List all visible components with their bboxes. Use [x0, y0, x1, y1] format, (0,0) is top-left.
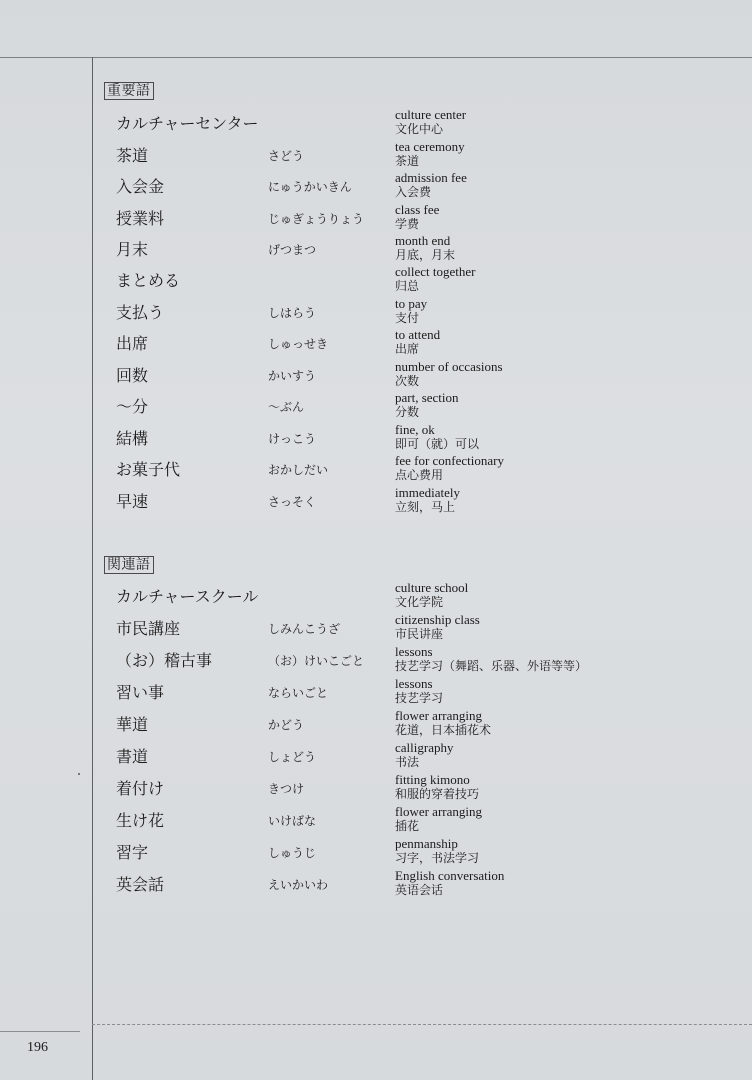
- page-number-rule: [0, 1031, 80, 1032]
- vocab-english: part, section: [395, 390, 459, 405]
- vocab-entry: [0, 202, 752, 241]
- vocab-english: penmanship: [395, 836, 458, 851]
- vocab-term: 生け花: [116, 811, 165, 830]
- vocab-reading: にゅうかいきん: [268, 180, 352, 194]
- vocab-reading: さっそく: [268, 495, 317, 509]
- vocab-entry: [0, 233, 752, 272]
- vocab-term: 〜分: [116, 397, 149, 416]
- vocab-english: culture center: [395, 107, 467, 122]
- vocab-entry: [0, 740, 752, 779]
- vocab-term: （お）稽古事: [116, 651, 213, 670]
- vocab-english: culture school: [395, 580, 469, 595]
- vocab-english: fee for confectionary: [395, 453, 504, 468]
- vocab-entry: [0, 676, 752, 715]
- vocab-chinese: 和服的穿着技巧: [395, 787, 480, 801]
- vocab-entry: [0, 804, 752, 843]
- vocab-chinese: 习字，书法学习: [395, 851, 480, 865]
- vocab-english: admission fee: [395, 170, 467, 185]
- vocab-chinese: 月底，月末: [395, 248, 456, 262]
- vocab-reading: げつまつ: [268, 243, 317, 257]
- vocab-entry: [0, 644, 752, 683]
- vocab-reading: いけばな: [268, 814, 317, 828]
- vocab-english: number of occasions: [395, 359, 503, 374]
- vocab-english: citizenship class: [395, 612, 480, 627]
- vocab-entry: [0, 327, 752, 366]
- vocab-english: month end: [395, 233, 451, 248]
- vocab-term: 授業料: [116, 209, 165, 228]
- vocab-reading: かいすう: [268, 369, 317, 383]
- vocab-reading: しみんこうざ: [268, 622, 341, 636]
- vocab-english: fine, ok: [395, 422, 435, 437]
- vocab-chinese: 插花: [395, 819, 420, 833]
- vocab-term: 早速: [116, 492, 149, 511]
- vocab-english: immediately: [395, 485, 460, 500]
- vocab-entry: [0, 485, 752, 524]
- vocab-entry: [0, 170, 752, 209]
- vocab-chinese: 书法: [395, 755, 420, 769]
- vocab-reading: おかしだい: [268, 463, 329, 477]
- vocab-term: 市民講座: [116, 619, 181, 638]
- top-rule: [0, 57, 752, 58]
- vocab-reading: しゅっせき: [268, 337, 329, 351]
- vocab-chinese: 英语会话: [395, 883, 444, 897]
- vocab-term: カルチャースクール: [116, 587, 259, 606]
- vocab-entry: [0, 422, 752, 461]
- vocab-term: 入会金: [116, 177, 165, 196]
- vocab-term: 支払う: [116, 303, 165, 322]
- vocab-english: fitting kimono: [395, 772, 470, 787]
- vocab-chinese: 点心费用: [395, 468, 444, 482]
- vocab-chinese: 文化学院: [395, 595, 444, 609]
- vocab-term: 習字: [116, 843, 149, 862]
- vocab-term: お菓子代: [116, 460, 181, 479]
- section-label-important: 重要語: [104, 82, 154, 100]
- vocab-reading: きつけ: [268, 782, 305, 796]
- vocab-term: 書道: [116, 747, 149, 766]
- vocab-english: to attend: [395, 327, 441, 342]
- section-label-related: 関連語: [104, 556, 154, 574]
- vocab-reading: しゅうじ: [268, 846, 317, 860]
- vocab-entry: [0, 868, 752, 907]
- vocab-chinese: 出席: [395, 342, 420, 356]
- vocab-term: 月末: [116, 240, 149, 259]
- vocab-entry: [0, 708, 752, 747]
- vocab-entry: [0, 139, 752, 178]
- vocab-entry: [0, 359, 752, 398]
- vocab-chinese: 花道，日本插花术: [395, 723, 492, 737]
- vocab-chinese: 茶道: [395, 154, 420, 168]
- vocab-term: カルチャーセンター: [116, 114, 259, 133]
- vocab-english: flower arranging: [395, 804, 482, 819]
- vocab-term: 華道: [116, 715, 149, 734]
- vocab-chinese: 技艺学习: [395, 691, 444, 705]
- vocab-entry: [0, 612, 752, 651]
- vocab-term: 茶道: [116, 146, 149, 165]
- vocab-entry: [0, 836, 752, 875]
- vocab-entry: [0, 580, 752, 619]
- vocab-english: class fee: [395, 202, 440, 217]
- vocab-term: 回数: [116, 366, 149, 385]
- vocab-chinese: 即可（就）可以: [395, 437, 480, 451]
- vocab-entry: [0, 264, 752, 303]
- vocab-reading: しはらう: [268, 306, 317, 320]
- vocab-term: 出席: [116, 334, 149, 353]
- vocab-term: 結構: [116, 429, 149, 448]
- vocab-reading: けっこう: [268, 432, 317, 446]
- vocab-entry: [0, 107, 752, 146]
- vocab-english: lessons: [395, 676, 433, 691]
- vocab-reading: かどう: [268, 718, 305, 732]
- vocab-term: まとめる: [116, 271, 181, 290]
- vocab-term: 習い事: [116, 683, 165, 702]
- vocab-entry: [0, 296, 752, 335]
- vocab-chinese: 文化中心: [395, 122, 444, 136]
- vocab-entry: [0, 772, 752, 811]
- vocab-entry: [0, 390, 752, 429]
- vocab-chinese: 立刻，马上: [395, 500, 456, 514]
- vocab-english: calligraphy: [395, 740, 454, 755]
- vocab-chinese: 学费: [395, 217, 420, 231]
- vocab-chinese: 市民讲座: [395, 627, 444, 641]
- vocab-chinese: 入会费: [395, 185, 432, 199]
- vocab-english: English conversation: [395, 868, 505, 883]
- vocab-reading: えいかいわ: [268, 878, 329, 892]
- vocab-chinese: 分数: [395, 405, 420, 419]
- vocab-term: 着付け: [116, 779, 165, 798]
- bottom-dashed-rule: [92, 1024, 752, 1025]
- vocab-chinese: 支付: [395, 311, 420, 325]
- vocab-chinese: 归总: [395, 279, 420, 293]
- vocab-reading: じゅぎょうりょう: [268, 212, 365, 226]
- vocab-reading: ならいごと: [268, 686, 329, 700]
- vocab-english: to pay: [395, 296, 428, 311]
- vocab-entry: [0, 453, 752, 492]
- vocab-english: lessons: [395, 644, 433, 659]
- vocab-reading: （お）けいこごと: [268, 654, 365, 668]
- vocab-chinese: 技艺学习（舞蹈、乐器、外语等等）: [395, 659, 588, 673]
- vocab-term: 英会話: [116, 875, 165, 894]
- page-number: 196: [27, 1040, 48, 1055]
- vocab-english: collect together: [395, 264, 476, 279]
- vocab-english: tea ceremony: [395, 139, 465, 154]
- vocab-english: flower arranging: [395, 708, 482, 723]
- vocab-reading: さどう: [268, 149, 305, 163]
- vocab-reading: 〜ぶん: [268, 400, 305, 414]
- vocab-chinese: 次数: [395, 374, 420, 388]
- vocab-reading: しょどう: [268, 750, 317, 764]
